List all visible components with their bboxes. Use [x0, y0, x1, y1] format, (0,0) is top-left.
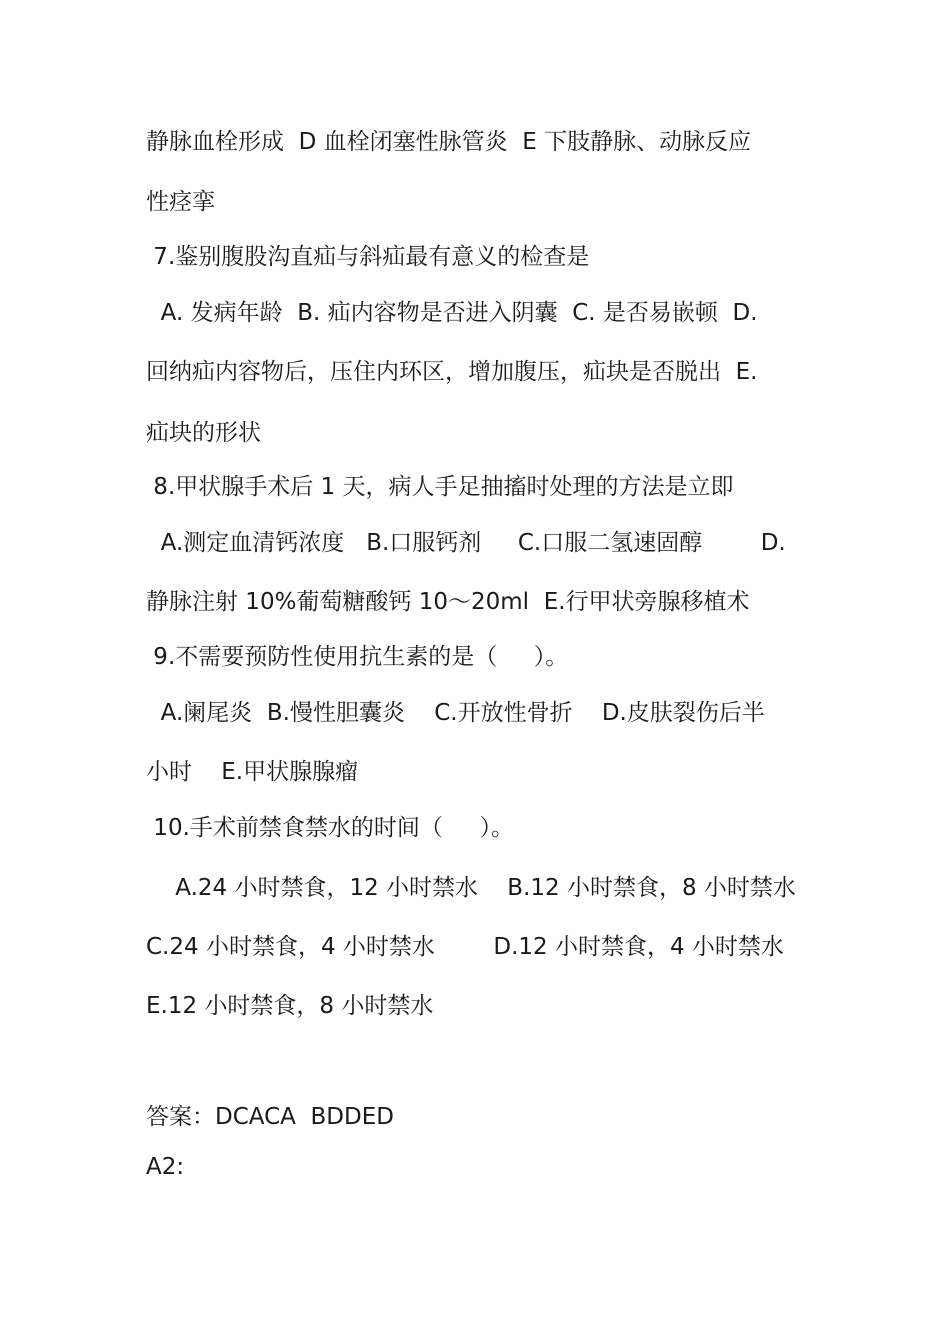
question-9: 9.不需要预防性使用抗生素的是（ ）。 [146, 644, 569, 670]
question-10-options: A.24 小时禁食，12 小时禁水 B.12 小时禁食，8 小时禁水 [146, 875, 796, 901]
question-8: 8.甲状腺手术后 1 天，病人手足抽搐时处理的方法是立即 [146, 474, 734, 500]
question-10-options-cont: C.24 小时禁食，4 小时禁水 D.12 小时禁食，4 小时禁水 [146, 934, 784, 960]
text-line-continuation-end: 性痉挛 [146, 189, 215, 215]
answer-key: 答案：DCACA BDDED [146, 1104, 394, 1130]
question-7-options: A. 发病年龄 B. 疝内容物是否进入阴囊 C. 是否易嵌顿 D. [146, 300, 758, 326]
question-8-options-cont: 静脉注射 10%葡萄糖酸钙 10～20ml E.行甲状旁腺移植术 [146, 589, 750, 615]
text-line-continuation: 静脉血栓形成 D 血栓闭塞性脉管炎 E 下肢静脉、动脉反应 [146, 129, 752, 155]
question-10: 10.手术前禁食禁水的时间（ ）。 [146, 815, 514, 841]
question-9-options: A.阑尾炎 B.慢性胆囊炎 C.开放性骨折 D.皮肤裂伤后半 [146, 700, 765, 726]
section-heading-a2: A2: [146, 1154, 185, 1180]
question-10-options-end: E.12 小时禁食，8 小时禁水 [146, 993, 434, 1019]
question-7-options-end: 疝块的形状 [146, 420, 261, 446]
question-7: 7.鉴别腹股沟直疝与斜疝最有意义的检查是 [146, 244, 590, 270]
question-8-options: A.测定血清钙浓度 B.口服钙剂 C.口服二氢速固醇 D. [146, 530, 786, 556]
question-9-options-cont: 小时 E.甲状腺腺瘤 [146, 759, 359, 785]
question-7-options-cont: 回纳疝内容物后，压住内环区，增加腹压，疝块是否脱出 E. [146, 359, 758, 385]
